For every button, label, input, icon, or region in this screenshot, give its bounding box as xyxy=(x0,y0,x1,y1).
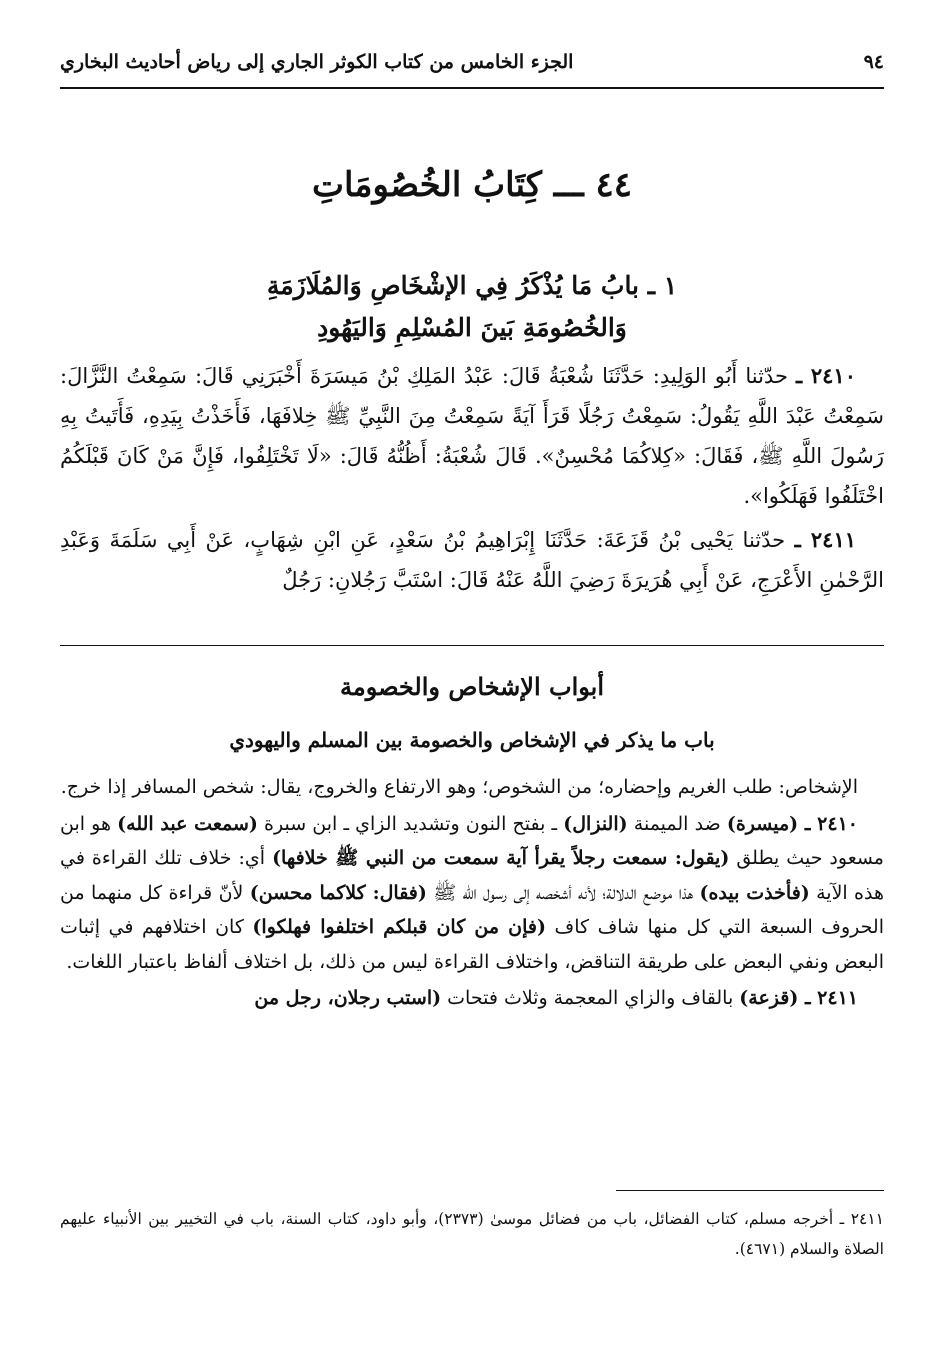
quoted-term: (يقول: سمعت رجلاً يقرأ آية سمعت من النبي ﷺ خلافها) xyxy=(272,847,730,869)
commentary-number: ٢٤١٠ ـ xyxy=(798,812,858,835)
hadith-body: حدّثنا أَبُو الوَلِيدِ: حَدَّثَنَا شُعْبَةُ قَالَ: عَبْدُ المَلِكِ بْنُ مَيسَرَةَ أَخْبَرَنِي قَالَ: سَمِعْتُ النَّزَّالَ: سَمِعْتُ عَبْدَ اللَّهِ يَقُولُ: سَمِعْتُ رَجُلًا قَرَأَ آيَةً سَمِعْتُ مِنَ النَّبِيِّ ﷺ خِلافَهَا، فَأَخَذْتُ بِيَدِهِ، فَأَتَيتُ بِهِ رَسُولَ اللَّهِ ﷺ، فَقَالَ: «كِلاكُمَا مُحْسِنٌ». قَالَ شُعْبَةُ: أَظُنُّهُ قَالَ: «لَا تَخْتَلِفُوا، فَإِنَّ مَنْ كَانَ قَبْلَكُمُ اخْتَلَفُوا فَهَلَكُوا». xyxy=(60,364,884,508)
quoted-term: (ميسرة) xyxy=(726,812,799,835)
commentary-heading: أبواب الإشخاص والخصومة xyxy=(340,672,604,701)
hadith-paragraph xyxy=(60,356,884,516)
quoted-term: (سمعت عبد الله) xyxy=(117,812,258,835)
commentary-paragraph xyxy=(60,807,884,980)
hadith-body: حدّثنا يَحْيى بْنُ قَزَعَةَ: حَدَّثَنَا إِبْرَاهِيمُ بْنُ سَعْدٍ، عَنِ ابْنِ شِهَابٍ، عَنْ أَبِي سَلَمَةَ وَعَبْدِ الرَّحْمٰنِ الأَعْرَجِ، عَنْ أَبِي هُرَيرَةَ رَضِيَ اللَّهُ عَنْهُ قَالَ: اسْتَبَّ رَجُلانِ: رَجُلٌ xyxy=(60,528,884,592)
commentary-number: ٢٤١١ ـ xyxy=(798,987,858,1009)
hadith-paragraph xyxy=(60,520,884,600)
commentary-text xyxy=(60,770,884,1018)
commentary-segment: هو ابن مسعود حيث يطلق xyxy=(60,812,884,869)
running-title: الجزء الخامس من كتاب الكوثر الجاري إلى رياض أحاديث البخاري xyxy=(60,51,574,73)
quoted-term: (فأخذت بيده) xyxy=(699,881,810,904)
commentary-paragraph: الإشخاص: طلب الغريم وإحضاره؛ من الشخوص؛ وهو الارتفاع والخروج، يقال: شخص المسافر إذا خرج. xyxy=(60,776,858,798)
quoted-term: (فقال: كلاكما محسن) xyxy=(249,881,427,904)
commentary-paragraph xyxy=(60,981,884,1016)
quoted-term: (قزعة) xyxy=(739,987,799,1009)
commentary-segment: لأنّ قراءة كل منهما من الحروف السبعة التي كل منها شاف كاف xyxy=(60,881,884,938)
section-title-line-1: ١ ـ بابُ مَا يُذْكَرُ فِي الإشْخَاصِ وَالمُلَازَمَةِ xyxy=(266,271,678,300)
section-title-line-2: وَالخُصُومَةِ بَينَ المُسْلِمِ وَاليَهُودِ xyxy=(317,313,627,342)
hadith-number: ٢٤١٠ ـ xyxy=(796,363,856,388)
commentary-segment: ـ بفتح النون وتشديد الزاي ـ ابن سبرة xyxy=(257,812,564,835)
hadith-number: ٢٤١١ ـ xyxy=(794,527,857,552)
commentary-subheading: باب ما يذكر في الإشخاص والخصومة بين المسلم واليهودي xyxy=(229,728,715,752)
header-rule xyxy=(60,87,884,89)
quoted-term: (النزال) xyxy=(563,812,628,835)
commentary-segment: كان اختلافهم في إثبات البعض ونفي البعض على طريقة التناقض، واختلاف القراءة ليس من ذلك، بل اختلاف ألفاظ باعتبار اللغات. xyxy=(60,916,884,973)
commentary-segment: أي: خلاف تلك القراءة في هذه الآية xyxy=(60,847,884,904)
footnote xyxy=(60,1204,884,1264)
chapter-title: ٤٤ ـــ كِتَابُ الخُصُومَاتِ xyxy=(311,165,633,205)
running-header xyxy=(60,44,884,80)
commentary-segment: هذا موضع الدلالة؛ لأنه أشخصه إلى رسول الله ﷺ xyxy=(426,881,700,904)
footnote-text: ٢٤١١ ـ أخرجه مسلم، كتاب الفضائل، باب من فضائل موسىٰ (٢٣٧٣)، وأبو داود، كتاب السنة، باب في التخيير بين الأنبياء عليهم الصلاة والسلام (٤٦٧١). xyxy=(60,1210,884,1258)
footnote-rule xyxy=(616,1190,884,1191)
quoted-term: (استب رجلان، رجل من xyxy=(254,987,442,1009)
commentary-segment: بالقاف والزاي المعجمة وثلاث فتحات xyxy=(441,987,740,1009)
commentary-segment: ضد الميمنة xyxy=(627,812,727,835)
quoted-term: (فإن من كان قبلكم اختلفوا فهلكوا) xyxy=(252,916,546,938)
page-number: ٩٤ xyxy=(863,51,884,73)
hadith-text xyxy=(60,356,884,604)
commentary-divider xyxy=(60,645,884,646)
